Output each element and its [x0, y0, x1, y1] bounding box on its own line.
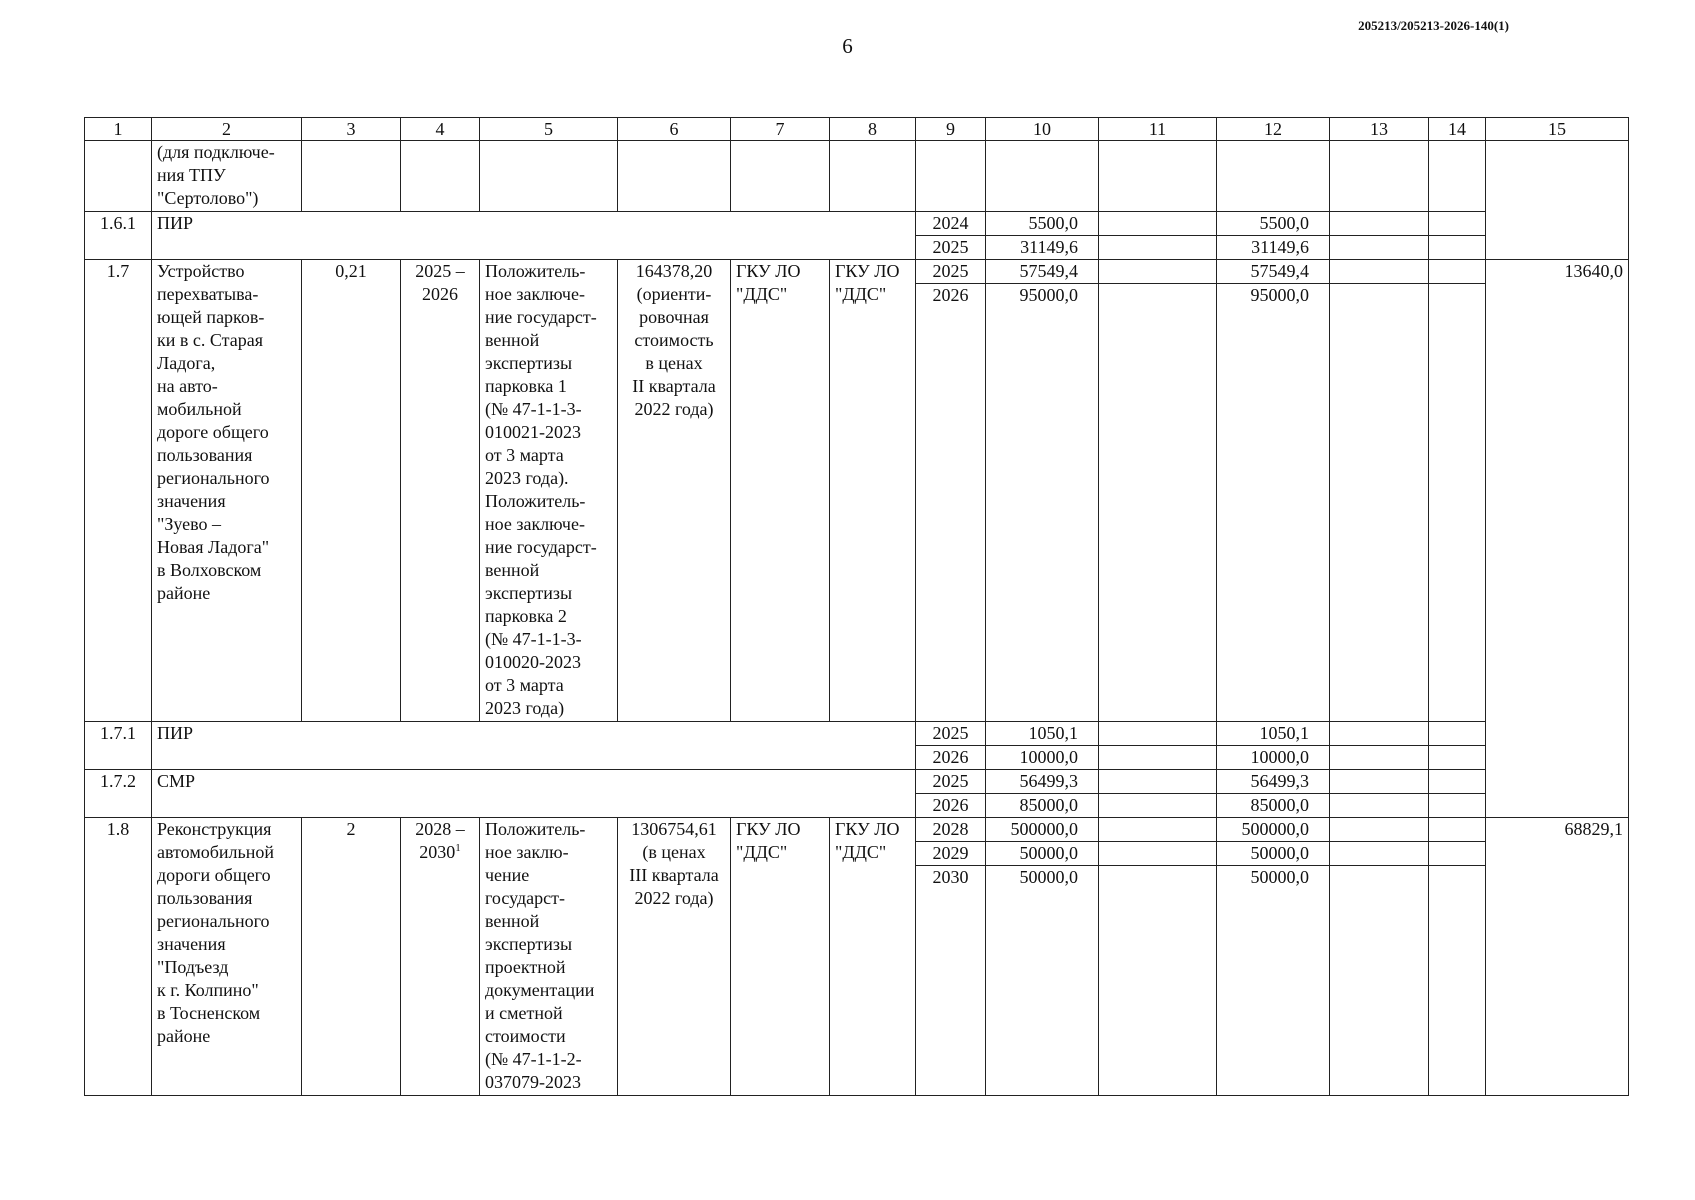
year-cell: 2025 [916, 260, 986, 284]
column-number: 4 [401, 118, 480, 141]
object-name: СМР [152, 770, 916, 818]
period-end: 2030 [419, 842, 456, 862]
object-name: Устройство перехватыва- ющей парков- ки в с. Старая Ладога, на авто- мобильной дороге общего пользования регионального значения "Зуево – Новая Ладога" в Волховском районе [152, 260, 302, 722]
regional-cell: 85000,0 [1217, 794, 1330, 818]
total-cell: 85000,0 [986, 794, 1099, 818]
row-number: 1.7.2 [85, 770, 152, 818]
customer-cell: ГКУ ЛО "ДДС" [731, 260, 830, 722]
column-number: 12 [1217, 118, 1330, 141]
year-cell: 2026 [916, 284, 986, 722]
regional-cell: 1050,1 [1217, 722, 1330, 746]
year-cell: 2029 [916, 842, 986, 866]
investment-table [84, 117, 1629, 1096]
column-number: 5 [480, 118, 618, 141]
total-cell: 50000,0 [986, 866, 1099, 1096]
table-row [85, 212, 1629, 236]
table-row [85, 818, 1629, 842]
object-name: Реконструкция автомобильной дороги общего пользования регионального значения "Подъезд к г. Колпино" в Тосненском районе [152, 818, 302, 1096]
period-cell: 2025 – 2026 [401, 260, 480, 722]
regional-cell: 5500,0 [1217, 212, 1330, 236]
total-cell: 95000,0 [986, 284, 1099, 722]
col15-cell: 68829,1 [1486, 818, 1629, 1096]
year-cell: 2026 [916, 746, 986, 770]
capacity-cell: 0,21 [302, 260, 401, 722]
regional-cell: 10000,0 [1217, 746, 1330, 770]
column-number: 14 [1429, 118, 1486, 141]
regional-cell: 500000,0 [1217, 818, 1330, 842]
cost-cell: 164378,20 (ориенти- ровочная стоимость в ценах II квартала 2022 года) [618, 260, 731, 722]
executor-cell: ГКУ ЛО "ДДС" [830, 260, 916, 722]
year-cell: 2025 [916, 770, 986, 794]
page-number: 6 [842, 34, 853, 58]
year-cell: 2024 [916, 212, 986, 236]
total-cell: 1050,1 [986, 722, 1099, 746]
regional-cell: 95000,0 [1217, 284, 1330, 722]
total-cell: 10000,0 [986, 746, 1099, 770]
table-row [85, 722, 1629, 746]
regional-cell: 56499,3 [1217, 770, 1330, 794]
column-number: 11 [1099, 118, 1217, 141]
period-start: 2028 – [415, 819, 465, 839]
column-number: 15 [1486, 118, 1629, 141]
table-row [85, 770, 1629, 794]
column-number: 3 [302, 118, 401, 141]
column-number: 2 [152, 118, 302, 141]
col15-cell: 13640,0 [1486, 260, 1629, 818]
row-number: 1.6.1 [85, 212, 152, 260]
object-name: ПИР [152, 212, 916, 260]
column-number: 8 [830, 118, 916, 141]
column-number: 1 [85, 118, 152, 141]
footnote-mark: 1 [455, 842, 461, 854]
column-number: 10 [986, 118, 1099, 141]
period-cell [401, 818, 480, 1096]
expertise-cell: Положитель- ное заклю- чение государст- венной экспертизы проектной документации и сметной стоимости (№ 47-1-1-2- 037079-2023 [480, 818, 618, 1096]
row-number: 1.7.1 [85, 722, 152, 770]
regional-cell: 31149,6 [1217, 236, 1330, 260]
document-id: 205213/205213-2026-140(1) [1358, 18, 1509, 33]
column-number: 9 [916, 118, 986, 141]
year-cell: 2025 [916, 236, 986, 260]
capacity-cell: 2 [302, 818, 401, 1096]
table-row [85, 141, 1629, 212]
row-number: 1.8 [85, 818, 152, 1096]
column-number: 6 [618, 118, 731, 141]
total-cell: 31149,6 [986, 236, 1099, 260]
table-row [85, 260, 1629, 284]
total-cell: 57549,4 [986, 260, 1099, 284]
column-number: 7 [731, 118, 830, 141]
expertise-cell: Положитель- ное заключе- ние государст- венной экспертизы парковка 1 (№ 47-1-1-3- 010021-2023 от 3 марта 2023 года). Положитель- ное заключе- ние государст- венной экспертизы парковка 2 (№ 47-1-1-3- 010020-2023 от 3 марта 2023 года) [480, 260, 618, 722]
object-name: (для подключе- ния ТПУ "Сертолово") [152, 141, 302, 212]
executor-cell: ГКУ ЛО "ДДС" [830, 818, 916, 1096]
year-cell: 2030 [916, 866, 986, 1096]
total-cell: 56499,3 [986, 770, 1099, 794]
year-cell: 2026 [916, 794, 986, 818]
total-cell: 50000,0 [986, 842, 1099, 866]
column-number: 13 [1330, 118, 1429, 141]
total-cell: 5500,0 [986, 212, 1099, 236]
year-cell: 2028 [916, 818, 986, 842]
year-cell: 2025 [916, 722, 986, 746]
column-number-row [85, 118, 1629, 141]
object-name: ПИР [152, 722, 916, 770]
total-cell: 500000,0 [986, 818, 1099, 842]
regional-cell: 50000,0 [1217, 842, 1330, 866]
customer-cell: ГКУ ЛО "ДДС" [731, 818, 830, 1096]
row-number: 1.7 [85, 260, 152, 722]
cost-cell: 1306754,61 (в ценах III квартала 2022 года) [618, 818, 731, 1096]
regional-cell: 57549,4 [1217, 260, 1330, 284]
regional-cell: 50000,0 [1217, 866, 1330, 1096]
